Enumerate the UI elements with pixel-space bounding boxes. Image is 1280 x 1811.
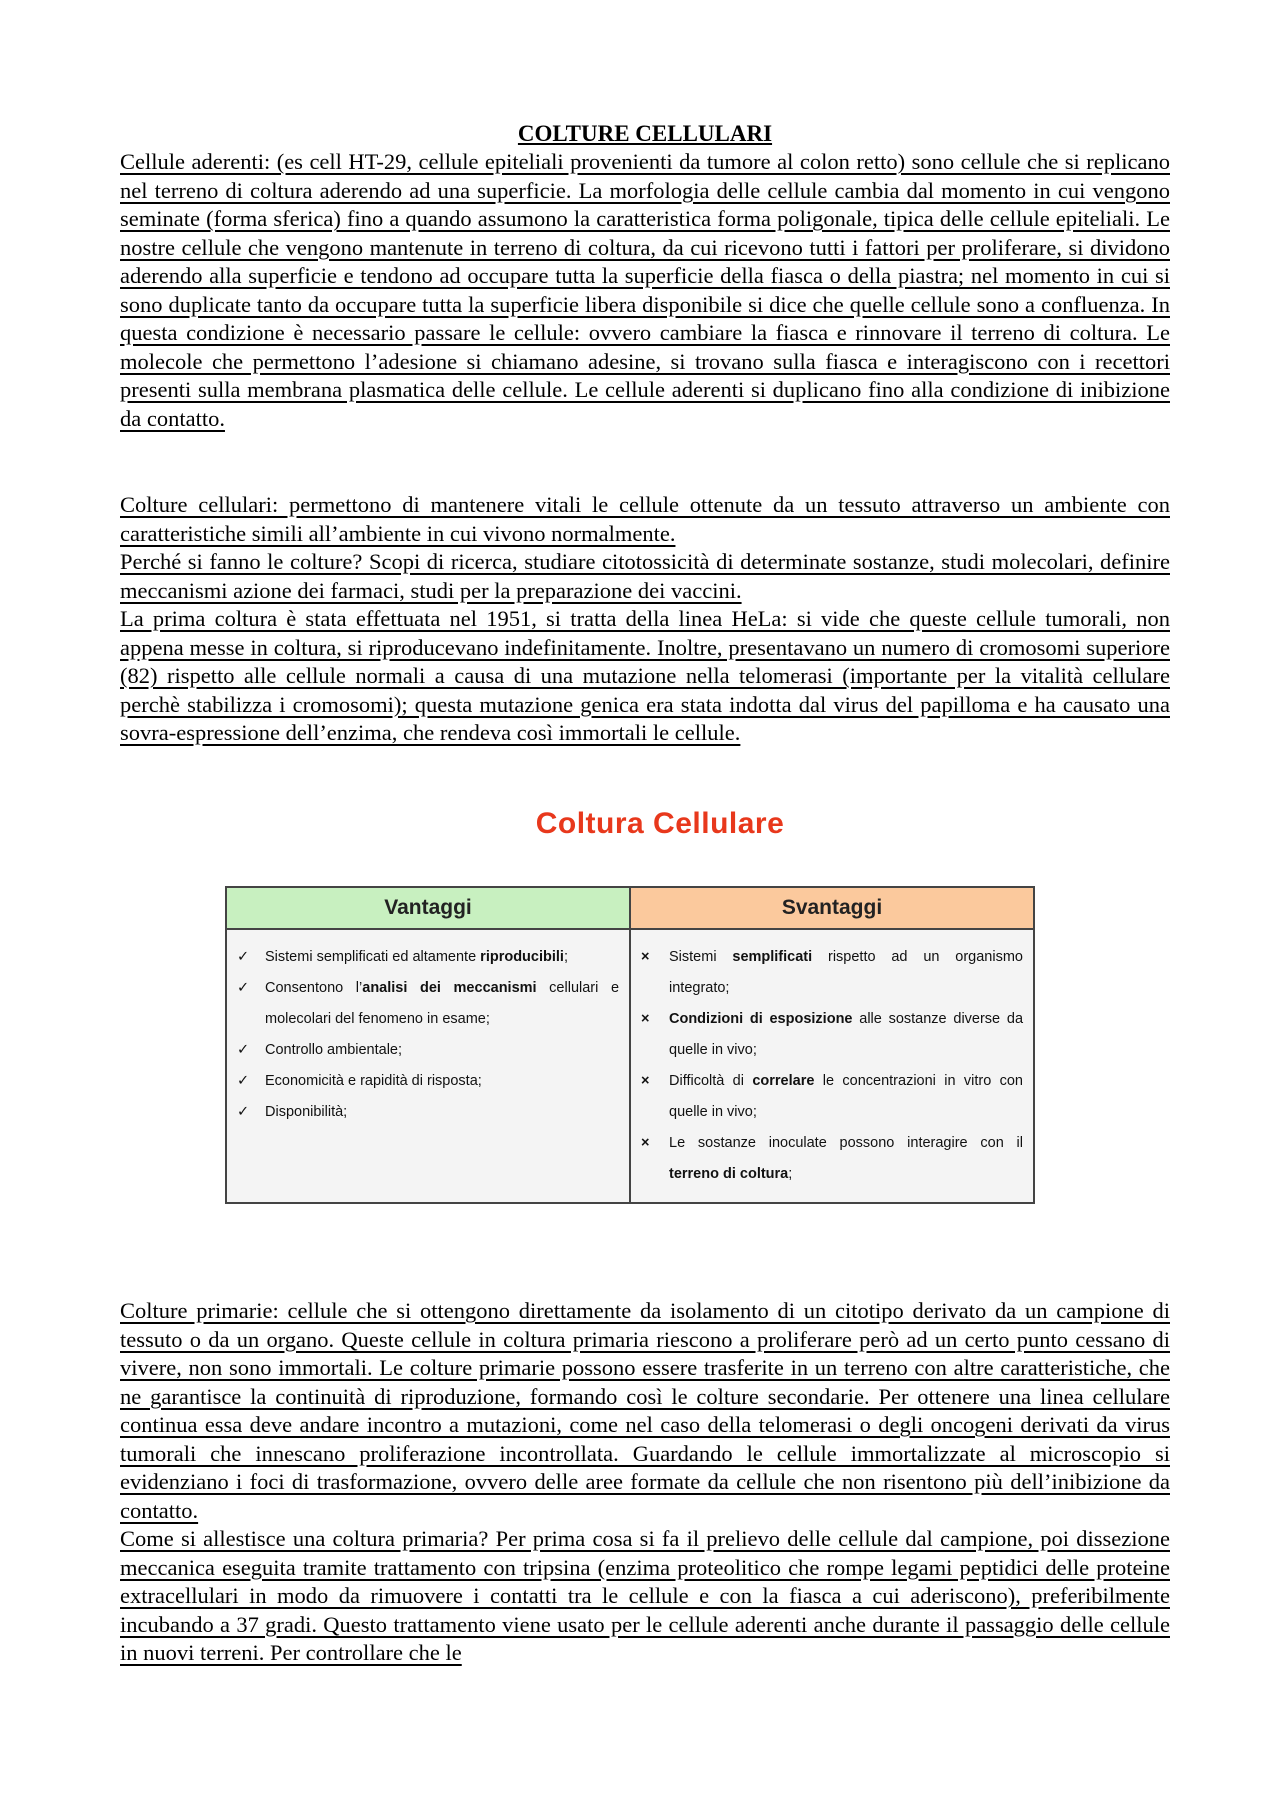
table-body bbox=[227, 930, 1033, 1202]
table-item-text bbox=[669, 942, 1023, 1004]
table-list-item bbox=[641, 1066, 1023, 1128]
table-list-item bbox=[237, 942, 619, 973]
item-text-plain: Economicità e rapidità di risposta; bbox=[265, 1073, 482, 1089]
item-text-bold: Condizioni di esposizione bbox=[669, 1011, 853, 1027]
header-vantaggi: Vantaggi bbox=[227, 888, 631, 928]
paragraph bbox=[120, 605, 1170, 748]
vantaggi-list bbox=[227, 930, 631, 1202]
paragraph-text: La prima coltura è stata effettuata nel 1951, si tratta della linea HeLa: si vide che queste cellule tumorali, non appena messe in coltura, si riproducevano indefinitamente. Inoltre, presentavano un numero di cromosomi superiore (82) rispetto alle cellule normali a causa di una mutazione nella telomerasi (importante per la vitalità cellulare perchè stabilizza i cromosomi); questa mutazione genica era stata indotta dal virus del papilloma e ha causato una sovra-espressione dell’enzima, che rendeva così immortali le cellule. bbox=[120, 606, 1170, 745]
table-list-item bbox=[641, 1128, 1023, 1190]
table-item-text bbox=[265, 1066, 619, 1097]
item-text-bold: correlare bbox=[752, 1073, 815, 1089]
comparison-table-image bbox=[225, 886, 1035, 1204]
item-text-plain: rispetto ad un organismo integrato; bbox=[669, 949, 1023, 996]
item-text-bold: terreno di coltura bbox=[669, 1166, 789, 1182]
item-text-plain: Controllo ambientale; bbox=[265, 1042, 403, 1058]
paragraph-text: Perché si fanno le colture? Scopi di ricerca, studiare citotossicità di determinate sostanze, studi molecolari, definire meccanismi azione dei farmaci, studi per la preparazione dei vaccini. bbox=[120, 549, 1170, 603]
item-text-bold: riproducibili bbox=[480, 949, 564, 965]
table-list-item bbox=[237, 1035, 619, 1066]
section-cellule-aderenti bbox=[120, 148, 1170, 433]
check-icon: ✓ bbox=[237, 980, 250, 996]
table-list-item bbox=[641, 942, 1023, 1004]
table-list-item bbox=[237, 973, 619, 1035]
item-text-plain: le concentrazioni in vitro con quelle in vivo; bbox=[669, 1073, 1023, 1120]
item-text-plain: Sistemi bbox=[669, 949, 733, 965]
item-text-plain: Disponibilità; bbox=[265, 1104, 348, 1120]
paragraph-text: Come si allestisce una coltura primaria? Per prima cosa si fa il prelievo delle cellule dal campione, poi dissezione meccanica eseguita tramite trattamento con tripsina (enzima proteolitico che rompe legami peptidici delle proteine extracellulari in modo da rimuovere i contatti tra le cellule e con la fiasca a cui aderiscono), preferibilmente incubando a 37 gradi. Questo trattamento viene usato per le cellule aderenti anche durante il passaggio delle cellule in nuovi terreni. Per controllare che le bbox=[120, 1526, 1170, 1665]
paragraph-text: Colture primarie: cellule che si ottengono direttamente da isolamento di un citotipo derivato da un campione di tessuto o da un organo. Queste cellule in coltura primaria riescono a proliferare però ad un certo punto cessano di vivere, non sono immortali. Le colture primarie possono essere trasferite in un terreno con altre caratteristiche, che ne garantisce la continuità di riproduzione, formando così le colture secondarie. Per ottenere una linea cellulare continua essa deve andare incontro a mutazioni, come nel caso della telomerasi o degli oncogeni derivati da virus tumorali che innescano proliferazione incontrollata. Guardando le cellule immortalizzate al microscopio si evidenziano i foci di trasformazione, ovvero delle aree formate da cellule che non risentono più dell’inibizione da contatto. bbox=[120, 1298, 1170, 1523]
item-text-plain: cellulari e molecolari del fenomeno in esame; bbox=[265, 980, 620, 1027]
item-text-plain: Sistemi semplificati ed altamente bbox=[265, 949, 481, 965]
table-list-item bbox=[237, 1066, 619, 1097]
table-item-text bbox=[265, 1035, 619, 1066]
cross-icon: × bbox=[641, 1073, 650, 1089]
paragraph bbox=[120, 548, 1170, 605]
item-text-plain: Difficoltà di bbox=[669, 1073, 753, 1089]
svantaggi-list bbox=[631, 930, 1033, 1202]
figure-title: Coltura Cellulare bbox=[535, 807, 785, 840]
table-list-item bbox=[237, 1097, 619, 1128]
paragraph-text: Colture cellulari: permettono di mantenere vitali le cellule ottenute da un tessuto attraverso un ambiente con caratteristiche simili all’ambiente in cui vivono normalmente. bbox=[120, 492, 1170, 546]
item-text-plain: Le sostanze inoculate possono interagire con il bbox=[669, 1135, 1023, 1151]
paragraph bbox=[120, 491, 1170, 548]
cross-icon: × bbox=[641, 949, 650, 965]
check-icon: ✓ bbox=[237, 1073, 250, 1089]
check-icon: ✓ bbox=[237, 1104, 250, 1120]
paragraph bbox=[120, 148, 1170, 433]
paragraph bbox=[120, 1297, 1170, 1525]
table-item-text bbox=[265, 942, 619, 973]
check-icon: ✓ bbox=[237, 949, 250, 965]
paragraph bbox=[120, 1525, 1170, 1668]
cross-icon: × bbox=[641, 1011, 650, 1027]
item-text-plain: ; bbox=[563, 949, 568, 965]
cross-icon: × bbox=[641, 1135, 650, 1151]
table-item-text bbox=[669, 1066, 1023, 1128]
check-icon: ✓ bbox=[237, 1042, 250, 1058]
table-list-item bbox=[641, 1004, 1023, 1066]
section-colture-primarie bbox=[120, 1297, 1170, 1668]
item-text-plain: alle sostanze diverse da quelle in vivo; bbox=[669, 1011, 1024, 1058]
item-text-plain: Consentono l’ bbox=[265, 980, 363, 996]
paragraph-text: Cellule aderenti: (es cell HT-29, cellule epiteliali provenienti da tumore al colon retto) sono cellule che si replicano nel terreno di coltura aderendo ad una superficie. La morfologia delle cellule cambia dal momento in cui vengono seminate (forma sferica) fino a quando assumono la caratteristica forma poligonale, tipica delle cellule epiteliali. Le nostre cellule che vengono mantenute in terreno di coltura, da cui ricevono tutti i fattori per proliferare, si dividono aderendo alla superficie e tendono ad occupare tutta la superficie della fiasca o della piastra; nel momento in cui si sono duplicate tanto da occupare tutta la superficie libera disponibile si dice che quelle cellule sono a confluenza. In questa condizione è necessario passare le cellule: ovvero cambiare la fiasca e rinnovare il terreno di coltura. Le molecole che permettono l’adesione si chiamano adesine, si trovano sulla fiasca e interagiscono con i recettori presenti sulla membrana plasmatica delle cellule. Le cellule aderenti si duplicano fino alla condizione di inibizione da contatto. bbox=[120, 149, 1170, 431]
item-text-bold: analisi dei meccanismi bbox=[362, 980, 537, 996]
table-header bbox=[227, 888, 1033, 930]
table-item-text bbox=[669, 1128, 1023, 1190]
item-text-plain: ; bbox=[788, 1166, 793, 1182]
header-svantaggi: Svantaggi bbox=[631, 888, 1033, 928]
page-title: COLTURE CELLULARI bbox=[517, 121, 773, 146]
table-item-text bbox=[669, 1004, 1023, 1066]
section-colture-cellulari bbox=[120, 491, 1170, 748]
table-item-text bbox=[265, 973, 619, 1035]
table-item-text bbox=[265, 1097, 619, 1128]
item-text-bold: semplificati bbox=[732, 949, 813, 965]
